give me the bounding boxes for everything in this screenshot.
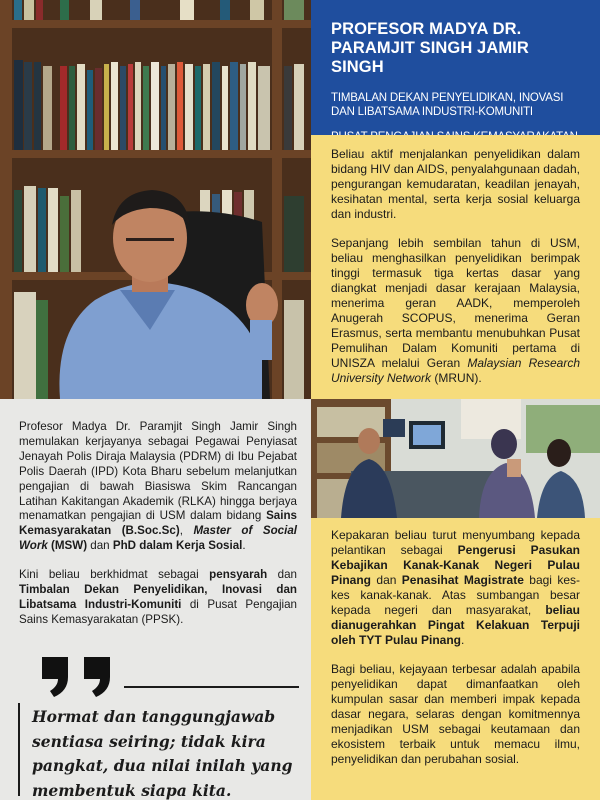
quote-mark-icon xyxy=(40,651,120,701)
quote-divider xyxy=(124,686,299,688)
career-comma: , xyxy=(179,524,194,538)
contrib-and: dan xyxy=(371,573,402,587)
position-title: TIMBALAN DEKAN PENYELIDIKAN, INOVASI DAN LIBATSAMA INDUSTRI-KOMUNITI xyxy=(331,92,564,118)
interview-photo xyxy=(311,399,600,518)
contrib-text: Kepakaran beliau turut menyumbang kepada pelantikan sebagai xyxy=(331,528,580,557)
success-paragraph: Bagi beliau, kejayaan terbesar adalah apabila penyelidikan dapat dimanfaatkan oleh kumpulan sasar dan memberi impak kepada dasar negara, selaras dengan komitmennya menjadikan USM sebagai keutamaan dan ekosistem terbaik untuk memacu ilmu, penyelidikan dan perubahan sosial. xyxy=(331,662,580,766)
career-end: . xyxy=(242,539,246,553)
current-role-paragraph xyxy=(19,568,297,628)
degree-phd: PhD dalam Kerja Sosial xyxy=(112,539,243,553)
contributions-panel xyxy=(311,518,600,800)
quote-left-rule xyxy=(18,703,20,796)
research-summary-panel xyxy=(311,135,600,399)
contributions-paragraph xyxy=(331,528,580,648)
degree-msw-abbr: (MSW) xyxy=(47,539,88,553)
degree-msw: Master of Social Work xyxy=(19,524,297,553)
career-paragraph xyxy=(19,420,297,554)
header-block xyxy=(311,0,600,135)
contrib-middle: bagi kes-kes kanak-kanak. Atas sumbangan besar kepada negeri dan masyarakat, xyxy=(331,573,580,617)
role-end: di Pusat Pengajian Sains Kemasyarakatan (PPSK). xyxy=(19,597,298,626)
contrib-magistrate-role: Penasihat Magistrate xyxy=(401,573,524,587)
career-text: Profesor Madya Dr. Paramjit Singh Jamir Singh memulakan kerjayanya sebagai Pegawai Penyiasat Jenayah Polis Diraja Malaysia (PDRM) di Ibu Pejabat Polis Daerah (IPD) Kota Bharu sebelum melanjutkan pengajian di bawah Biasiswa Skim Rancangan Latihan Kakitangan Akademik (RLKA) hingga berjaya menamatkan pengajian di USM dalam bidang xyxy=(19,420,297,523)
degree-bsocsc: Sains Kemasyarakatan (B.Soc.Sc) xyxy=(19,509,297,538)
role-text: Kini beliau berkhidmat sebagai xyxy=(19,568,210,582)
research-areas-paragraph: Beliau aktif menjalankan penyelidikan dalam bidang HIV dan AIDS, penyalahgunaan dadah, pengurangan kemudaratan, keadilan jenayah, kesihatan mental, serta kerja sosial keluarga dan industri. xyxy=(331,147,580,221)
mrun-italic: Malaysian Research University Network xyxy=(331,356,580,385)
interview-illustration xyxy=(311,399,600,518)
contrib-award: beliau dianugerahkan Pingat Kelakuan Terpuji oleh TYT Pulau Pinang xyxy=(331,603,580,647)
contrib-chair-role: Pengerusi Pasukan Kebajikan Kanak-Kanak Negeri Pulau Pinang xyxy=(331,543,580,587)
role-and: dan xyxy=(267,568,297,582)
career-and: dan xyxy=(87,539,113,553)
achievements-end: (MRUN). xyxy=(431,371,482,385)
role-lecturer: pensyarah xyxy=(209,568,268,582)
achievements-paragraph xyxy=(331,236,580,386)
person-name: PROFESOR MADYA DR. PARAMJIT SINGH JAMIR SINGH xyxy=(331,20,529,76)
portrait-illustration xyxy=(0,0,311,399)
portrait-photo xyxy=(0,0,311,399)
role-deputy-dean: Timbalan Dekan Penyelidikan, Inovasi dan Libatsama Industri-Komuniti xyxy=(19,583,297,611)
quote-text: Hormat dan tanggungjawab sentiasa seiring; tidak kira pangkat, dua nilai inilah yang membentuk siapa kita. xyxy=(32,707,293,800)
achievements-text: Sepanjang lebih sembilan tahun di USM, beliau menghasilkan penyelidikan berimpak tinggi termasuk tiga kertas dasar yang diangkat menjadi dasar kerajaan Malaysia, menerima geran AADK, memperoleh Anugerah SCOPUS, menerima Geran Erasmus, serta membantu menubuhkan Pusat Pemulihan Dalam Komuniti pertama di UNISZA melalui Geran xyxy=(331,236,580,370)
contrib-end: . xyxy=(461,633,465,647)
